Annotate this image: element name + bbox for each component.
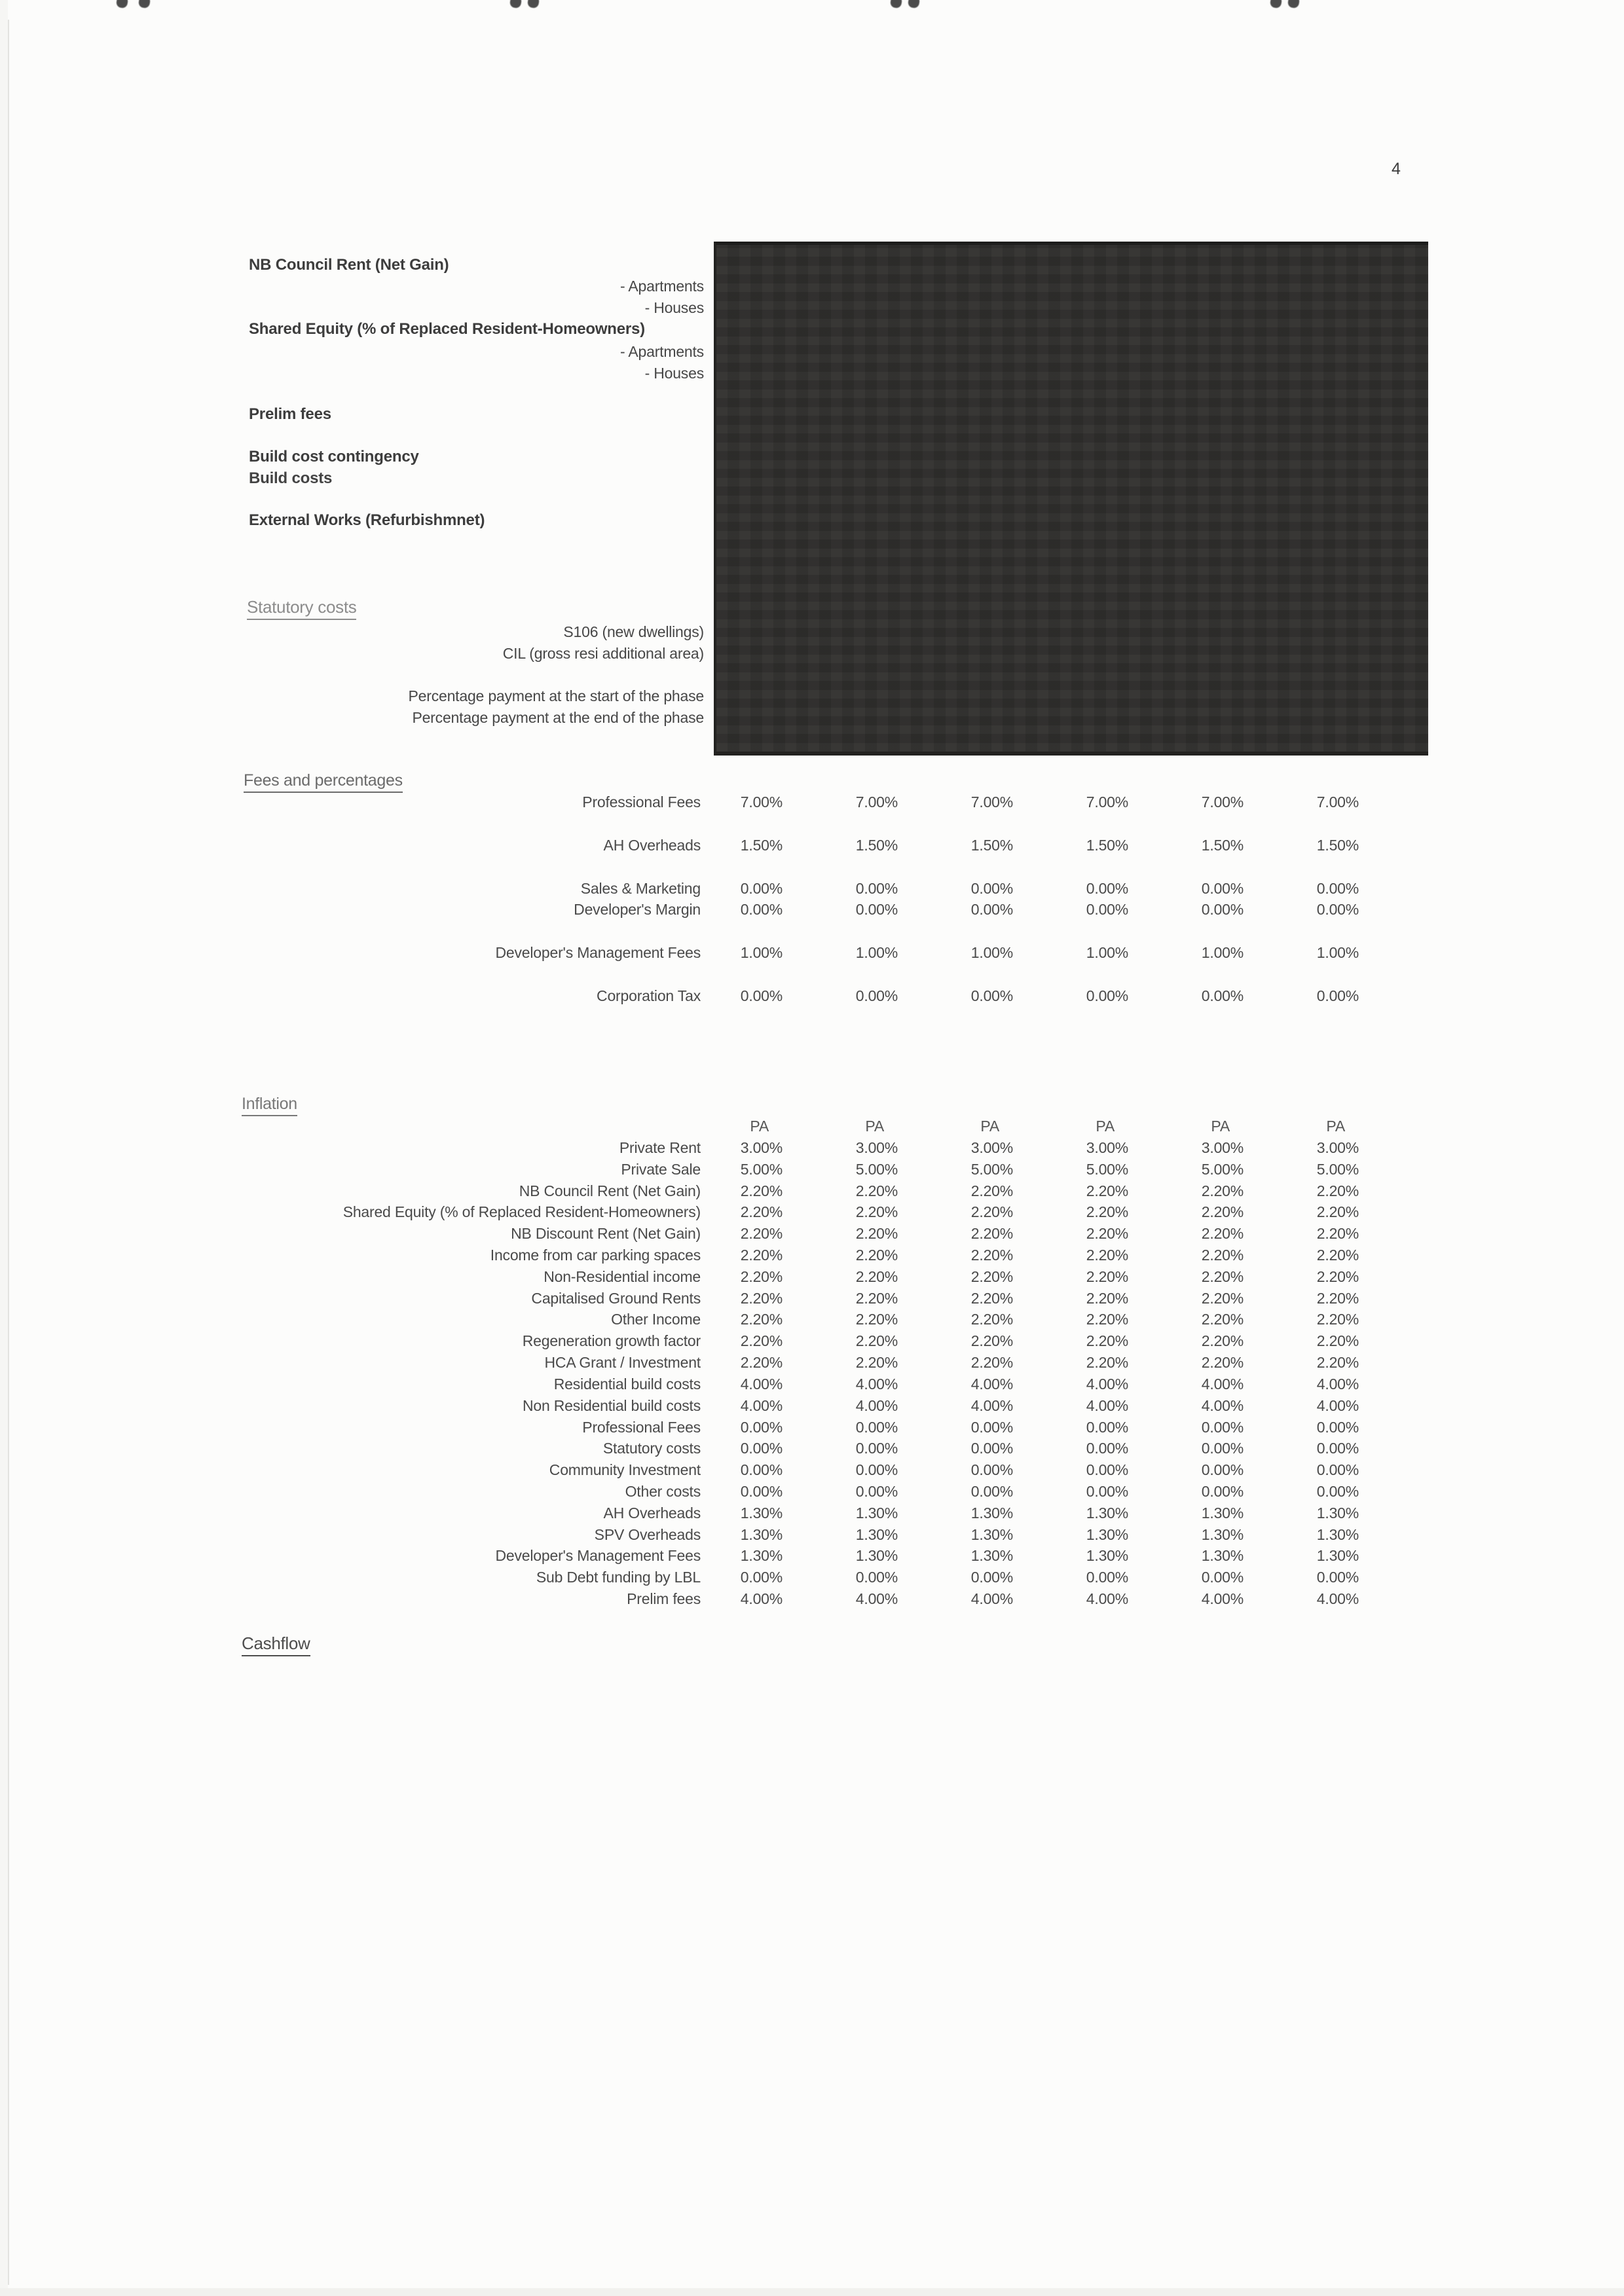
value-cell: 2.20% bbox=[740, 1310, 783, 1328]
value-cell: PA bbox=[865, 1117, 884, 1135]
value-cell: 2.20% bbox=[1086, 1182, 1128, 1199]
value-cell: 0.00% bbox=[1316, 879, 1359, 897]
value-cell: 2.20% bbox=[1201, 1224, 1244, 1242]
value-cell: 0.00% bbox=[740, 900, 783, 918]
value-cell: 2.20% bbox=[1316, 1182, 1359, 1199]
table-row bbox=[0, 899, 1359, 920]
value-cell: 3.00% bbox=[1086, 1139, 1128, 1156]
row-label: Community Investment bbox=[549, 1461, 701, 1478]
value-cell: 1.50% bbox=[1316, 836, 1359, 854]
value-cell: 4.00% bbox=[740, 1590, 783, 1607]
value-cell: 2.20% bbox=[855, 1182, 898, 1199]
value-cell: 5.00% bbox=[1086, 1160, 1128, 1178]
value-cell: 7.00% bbox=[855, 793, 898, 811]
value-cell: 2.20% bbox=[1086, 1246, 1128, 1264]
value-cell: 4.00% bbox=[1201, 1590, 1244, 1607]
value-cell: 1.30% bbox=[1316, 1546, 1359, 1564]
sublabel-s106: S106 (new dwellings) bbox=[563, 623, 704, 640]
value-cell: 0.00% bbox=[740, 1568, 783, 1586]
value-cell: 1.00% bbox=[855, 943, 898, 961]
value-cell: 2.20% bbox=[970, 1203, 1013, 1220]
value-cell: 0.00% bbox=[740, 879, 783, 897]
row-label: Other Income bbox=[611, 1310, 701, 1328]
table-row bbox=[0, 942, 1359, 963]
value-cell: 2.20% bbox=[1316, 1224, 1359, 1242]
value-cell: 0.00% bbox=[1086, 1568, 1128, 1586]
value-cell: 0.00% bbox=[1316, 987, 1359, 1004]
row-label: Residential build costs bbox=[553, 1375, 701, 1393]
value-cell: 3.00% bbox=[1316, 1139, 1359, 1156]
binding-mark bbox=[509, 0, 523, 9]
value-cell: 2.20% bbox=[1086, 1224, 1128, 1242]
value-cell: 1.30% bbox=[1086, 1525, 1128, 1543]
value-cell: 5.00% bbox=[1201, 1160, 1244, 1178]
value-cell: 2.20% bbox=[1201, 1310, 1244, 1328]
value-cell: 1.50% bbox=[970, 836, 1013, 854]
value-cell: 4.00% bbox=[1316, 1375, 1359, 1393]
value-cell: 0.00% bbox=[970, 1418, 1013, 1436]
fees-section-heading: Fees and percentages bbox=[244, 771, 403, 793]
value-cell: 0.00% bbox=[1201, 1439, 1244, 1457]
value-cell: 0.00% bbox=[970, 1568, 1013, 1586]
value-cell: 4.00% bbox=[740, 1375, 783, 1393]
value-cell: 0.00% bbox=[1201, 1482, 1244, 1500]
value-cell: 5.00% bbox=[1316, 1160, 1359, 1178]
sublabel-houses-1: - Houses bbox=[644, 299, 704, 316]
value-cell: 2.20% bbox=[1201, 1332, 1244, 1349]
table-row bbox=[0, 1137, 1359, 1158]
row-label: Sales & Marketing bbox=[580, 879, 701, 897]
value-cell: 1.30% bbox=[1201, 1504, 1244, 1522]
table-row bbox=[0, 878, 1359, 899]
value-cell: 0.00% bbox=[1316, 1482, 1359, 1500]
value-cell: 7.00% bbox=[1086, 793, 1128, 811]
table-row bbox=[0, 1417, 1359, 1438]
value-cell: 0.00% bbox=[1086, 879, 1128, 897]
value-cell: 2.20% bbox=[1316, 1267, 1359, 1285]
table-row bbox=[0, 1545, 1359, 1566]
row-label: Capitalised Ground Rents bbox=[531, 1289, 701, 1307]
value-cell: 2.20% bbox=[1086, 1310, 1128, 1328]
value-cell: 4.00% bbox=[740, 1396, 783, 1414]
sublabel-houses-2: - Houses bbox=[644, 365, 704, 382]
value-cell: 2.20% bbox=[970, 1267, 1013, 1285]
page-number: 4 bbox=[1392, 160, 1401, 178]
value-cell: 1.50% bbox=[1201, 836, 1244, 854]
value-cell: 2.20% bbox=[740, 1332, 783, 1349]
binding-mark bbox=[1270, 0, 1283, 9]
value-cell: 0.00% bbox=[1086, 987, 1128, 1004]
value-cell: 0.00% bbox=[1316, 1418, 1359, 1436]
value-cell: 0.00% bbox=[855, 1439, 898, 1457]
row-label: Sub Debt funding by LBL bbox=[536, 1568, 701, 1586]
value-cell: 1.00% bbox=[1201, 943, 1244, 961]
value-cell: 0.00% bbox=[855, 1482, 898, 1500]
value-cell: 1.30% bbox=[855, 1525, 898, 1543]
value-cell: 2.20% bbox=[740, 1289, 783, 1307]
row-label: Corporation Tax bbox=[597, 987, 701, 1004]
value-cell: 3.00% bbox=[1201, 1139, 1244, 1156]
value-cell: PA bbox=[980, 1117, 999, 1135]
value-cell: 2.20% bbox=[1316, 1289, 1359, 1307]
binding-mark bbox=[890, 0, 903, 9]
row-label: Other costs bbox=[625, 1482, 701, 1500]
table-row bbox=[0, 1503, 1359, 1523]
value-cell: 2.20% bbox=[1316, 1203, 1359, 1220]
value-cell: 2.20% bbox=[740, 1353, 783, 1371]
value-cell: 2.20% bbox=[855, 1246, 898, 1264]
row-label: Professional Fees bbox=[582, 1418, 701, 1436]
value-cell: 2.20% bbox=[855, 1289, 898, 1307]
table-row bbox=[0, 1481, 1359, 1502]
label-prelim-fees: Prelim fees bbox=[249, 405, 331, 423]
value-cell: 0.00% bbox=[1201, 987, 1244, 1004]
value-cell: 7.00% bbox=[740, 793, 783, 811]
value-cell: 0.00% bbox=[970, 987, 1013, 1004]
table-row bbox=[0, 1374, 1359, 1394]
value-cell: 1.00% bbox=[970, 943, 1013, 961]
table-row bbox=[0, 1459, 1359, 1480]
value-cell: 2.20% bbox=[970, 1224, 1013, 1242]
value-cell: 0.00% bbox=[1316, 900, 1359, 918]
row-label: Private Rent bbox=[619, 1139, 701, 1156]
value-cell: 2.20% bbox=[970, 1353, 1013, 1371]
row-label: AH Overheads bbox=[603, 836, 701, 854]
value-cell: 2.20% bbox=[855, 1203, 898, 1220]
binding-mark bbox=[138, 0, 151, 9]
value-cell: 2.20% bbox=[855, 1267, 898, 1285]
value-cell: 4.00% bbox=[1316, 1396, 1359, 1414]
value-cell: 0.00% bbox=[855, 900, 898, 918]
value-cell: 1.30% bbox=[1086, 1504, 1128, 1522]
row-label: Developer's Margin bbox=[574, 900, 701, 918]
redacted-region bbox=[714, 242, 1428, 756]
sublabel-cil: CIL (gross resi additional area) bbox=[502, 645, 704, 662]
value-cell: 5.00% bbox=[740, 1160, 783, 1178]
row-label: SPV Overheads bbox=[594, 1525, 701, 1543]
table-row bbox=[0, 1223, 1359, 1244]
row-label: NB Council Rent (Net Gain) bbox=[519, 1182, 701, 1199]
value-cell: 1.30% bbox=[740, 1546, 783, 1564]
value-cell: 4.00% bbox=[970, 1375, 1013, 1393]
value-cell: 0.00% bbox=[970, 879, 1013, 897]
label-nb-council-rent: NB Council Rent (Net Gain) bbox=[249, 256, 449, 274]
value-cell: 0.00% bbox=[970, 1461, 1013, 1478]
table-row bbox=[0, 1588, 1359, 1609]
value-cell: 2.20% bbox=[1086, 1353, 1128, 1371]
value-cell: 2.20% bbox=[1201, 1246, 1244, 1264]
value-cell: 1.30% bbox=[970, 1504, 1013, 1522]
value-cell: 1.30% bbox=[740, 1525, 783, 1543]
row-label: Non Residential build costs bbox=[522, 1396, 701, 1414]
value-cell: 2.20% bbox=[1086, 1332, 1128, 1349]
value-cell: 0.00% bbox=[855, 879, 898, 897]
value-cell: 1.00% bbox=[740, 943, 783, 961]
value-cell: 2.20% bbox=[970, 1310, 1013, 1328]
binding-mark bbox=[116, 0, 129, 9]
row-label: Developer's Management Fees bbox=[495, 1546, 701, 1564]
value-cell: PA bbox=[1096, 1117, 1115, 1135]
value-cell: 2.20% bbox=[740, 1203, 783, 1220]
row-label: Non-Residential income bbox=[544, 1267, 701, 1285]
label-build-cost-contingency: Build cost contingency bbox=[249, 448, 419, 465]
value-cell: 1.30% bbox=[1201, 1546, 1244, 1564]
label-external-works: External Works (Refurbishmnet) bbox=[249, 511, 485, 529]
sublabel-payment-start: Percentage payment at the start of the phase bbox=[408, 687, 704, 704]
row-label: Prelim fees bbox=[627, 1590, 701, 1607]
value-cell: PA bbox=[1326, 1117, 1345, 1135]
value-cell: 4.00% bbox=[855, 1590, 898, 1607]
table-row bbox=[0, 1352, 1359, 1373]
value-cell: 2.20% bbox=[1201, 1353, 1244, 1371]
table-row bbox=[0, 1201, 1359, 1222]
value-cell: 0.00% bbox=[1086, 1418, 1128, 1436]
value-cell: 1.30% bbox=[970, 1546, 1013, 1564]
value-cell: 0.00% bbox=[740, 1418, 783, 1436]
label-build-costs: Build costs bbox=[249, 469, 333, 487]
table-row bbox=[0, 1288, 1359, 1309]
value-cell: 7.00% bbox=[1316, 793, 1359, 811]
value-cell: 2.20% bbox=[1086, 1203, 1128, 1220]
value-cell: 0.00% bbox=[855, 1461, 898, 1478]
row-label: Regeneration growth factor bbox=[522, 1332, 701, 1349]
value-cell: 0.00% bbox=[740, 1461, 783, 1478]
table-row bbox=[0, 1330, 1359, 1351]
value-cell: 1.50% bbox=[740, 836, 783, 854]
value-cell: 2.20% bbox=[1316, 1353, 1359, 1371]
scan-bottom-band bbox=[0, 2288, 1624, 2296]
value-cell: 1.30% bbox=[855, 1546, 898, 1564]
value-cell: 0.00% bbox=[1201, 1461, 1244, 1478]
value-cell: 0.00% bbox=[1086, 1461, 1128, 1478]
table-row bbox=[0, 1159, 1359, 1180]
row-label: HCA Grant / Investment bbox=[544, 1353, 701, 1371]
scan-edge-line bbox=[8, 20, 9, 2285]
statutory-costs-heading: Statutory costs bbox=[247, 597, 356, 620]
value-cell: 0.00% bbox=[1201, 900, 1244, 918]
table-row bbox=[0, 1309, 1359, 1330]
value-cell: 2.20% bbox=[1316, 1332, 1359, 1349]
row-label: Shared Equity (% of Replaced Resident-Homeowners) bbox=[342, 1203, 701, 1220]
value-cell: 3.00% bbox=[855, 1139, 898, 1156]
value-cell: 1.30% bbox=[1316, 1504, 1359, 1522]
value-cell: 1.50% bbox=[1086, 836, 1128, 854]
value-cell: 2.20% bbox=[740, 1182, 783, 1199]
value-cell: 1.30% bbox=[1086, 1546, 1128, 1564]
value-cell: 4.00% bbox=[1316, 1590, 1359, 1607]
value-cell: 0.00% bbox=[1201, 879, 1244, 897]
table-row bbox=[0, 1438, 1359, 1459]
value-cell: 1.30% bbox=[970, 1525, 1013, 1543]
value-cell: 2.20% bbox=[855, 1224, 898, 1242]
value-cell: 2.20% bbox=[1086, 1267, 1128, 1285]
value-cell: 2.20% bbox=[855, 1310, 898, 1328]
value-cell: 2.20% bbox=[970, 1289, 1013, 1307]
table-row bbox=[0, 1567, 1359, 1588]
value-cell: 4.00% bbox=[970, 1396, 1013, 1414]
value-cell: 2.20% bbox=[855, 1353, 898, 1371]
row-label: Developer's Management Fees bbox=[495, 943, 701, 961]
value-cell: PA bbox=[1211, 1117, 1230, 1135]
value-cell: 4.00% bbox=[1201, 1375, 1244, 1393]
table-row bbox=[0, 1180, 1359, 1201]
table-row bbox=[0, 1245, 1359, 1266]
value-cell: 0.00% bbox=[1201, 1568, 1244, 1586]
row-label: AH Overheads bbox=[603, 1504, 701, 1522]
value-cell: 0.00% bbox=[1201, 1418, 1244, 1436]
value-cell: 2.20% bbox=[1316, 1246, 1359, 1264]
binding-mark bbox=[908, 0, 921, 9]
table-row bbox=[0, 1395, 1359, 1416]
row-label: NB Discount Rent (Net Gain) bbox=[511, 1224, 701, 1242]
value-cell: 1.30% bbox=[1316, 1525, 1359, 1543]
sublabel-payment-end: Percentage payment at the end of the phase bbox=[412, 709, 704, 726]
row-label: Statutory costs bbox=[602, 1439, 701, 1457]
value-cell: 3.00% bbox=[970, 1139, 1013, 1156]
value-cell: 0.00% bbox=[1086, 1482, 1128, 1500]
value-cell: 4.00% bbox=[1086, 1375, 1128, 1393]
scan-edge-band bbox=[0, 0, 8, 2296]
value-cell: 0.00% bbox=[1086, 900, 1128, 918]
value-cell: 4.00% bbox=[970, 1590, 1013, 1607]
table-row bbox=[0, 792, 1359, 812]
cashflow-section-heading: Cashflow bbox=[242, 1633, 310, 1656]
value-cell: 2.20% bbox=[970, 1246, 1013, 1264]
value-cell: 1.00% bbox=[1316, 943, 1359, 961]
table-row bbox=[0, 1266, 1359, 1287]
table-row bbox=[0, 835, 1359, 856]
value-cell: 5.00% bbox=[855, 1160, 898, 1178]
value-cell: 0.00% bbox=[855, 1568, 898, 1586]
value-cell: 2.20% bbox=[1201, 1267, 1244, 1285]
value-cell: 2.20% bbox=[1201, 1289, 1244, 1307]
value-cell: 2.20% bbox=[1316, 1310, 1359, 1328]
value-cell: 7.00% bbox=[970, 793, 1013, 811]
value-cell: 2.20% bbox=[740, 1224, 783, 1242]
value-cell: 4.00% bbox=[855, 1375, 898, 1393]
value-cell: PA bbox=[750, 1117, 769, 1135]
value-cell: 2.20% bbox=[970, 1332, 1013, 1349]
value-cell: 1.50% bbox=[855, 836, 898, 854]
value-cell: 0.00% bbox=[855, 987, 898, 1004]
value-cell: 4.00% bbox=[1086, 1590, 1128, 1607]
table-row bbox=[0, 1524, 1359, 1545]
value-cell: 0.00% bbox=[1086, 1439, 1128, 1457]
value-cell: 4.00% bbox=[1086, 1396, 1128, 1414]
value-cell: 5.00% bbox=[970, 1160, 1013, 1178]
value-cell: 4.00% bbox=[855, 1396, 898, 1414]
binding-mark bbox=[1287, 0, 1301, 9]
value-cell: 4.00% bbox=[1201, 1396, 1244, 1414]
value-cell: 0.00% bbox=[855, 1418, 898, 1436]
value-cell: 2.20% bbox=[1201, 1182, 1244, 1199]
value-cell: 2.20% bbox=[855, 1332, 898, 1349]
value-cell: 0.00% bbox=[970, 900, 1013, 918]
inflation-section-heading: Inflation bbox=[242, 1095, 297, 1116]
table-row bbox=[0, 1116, 1359, 1137]
binding-mark bbox=[527, 0, 540, 9]
value-cell: 2.20% bbox=[1086, 1289, 1128, 1307]
table-row bbox=[0, 985, 1359, 1006]
value-cell: 1.00% bbox=[1086, 943, 1128, 961]
value-cell: 2.20% bbox=[1201, 1203, 1244, 1220]
value-cell: 2.20% bbox=[970, 1182, 1013, 1199]
value-cell: 0.00% bbox=[740, 1482, 783, 1500]
value-cell: 7.00% bbox=[1201, 793, 1244, 811]
row-label: Private Sale bbox=[621, 1160, 701, 1178]
value-cell: 0.00% bbox=[970, 1482, 1013, 1500]
value-cell: 0.00% bbox=[1316, 1461, 1359, 1478]
value-cell: 1.30% bbox=[1201, 1525, 1244, 1543]
value-cell: 0.00% bbox=[970, 1439, 1013, 1457]
value-cell: 1.30% bbox=[740, 1504, 783, 1522]
sublabel-apartments-1: - Apartments bbox=[620, 278, 704, 295]
label-shared-equity: Shared Equity (% of Replaced Resident-Homeowners) bbox=[249, 320, 645, 338]
value-cell: 0.00% bbox=[740, 1439, 783, 1457]
row-label: Professional Fees bbox=[582, 793, 701, 811]
value-cell: 0.00% bbox=[1316, 1439, 1359, 1457]
value-cell: 2.20% bbox=[740, 1246, 783, 1264]
value-cell: 3.00% bbox=[740, 1139, 783, 1156]
value-cell: 0.00% bbox=[1316, 1568, 1359, 1586]
value-cell: 0.00% bbox=[740, 987, 783, 1004]
sublabel-apartments-2: - Apartments bbox=[620, 343, 704, 360]
value-cell: 2.20% bbox=[740, 1267, 783, 1285]
value-cell: 1.30% bbox=[855, 1504, 898, 1522]
row-label: Income from car parking spaces bbox=[490, 1246, 701, 1264]
